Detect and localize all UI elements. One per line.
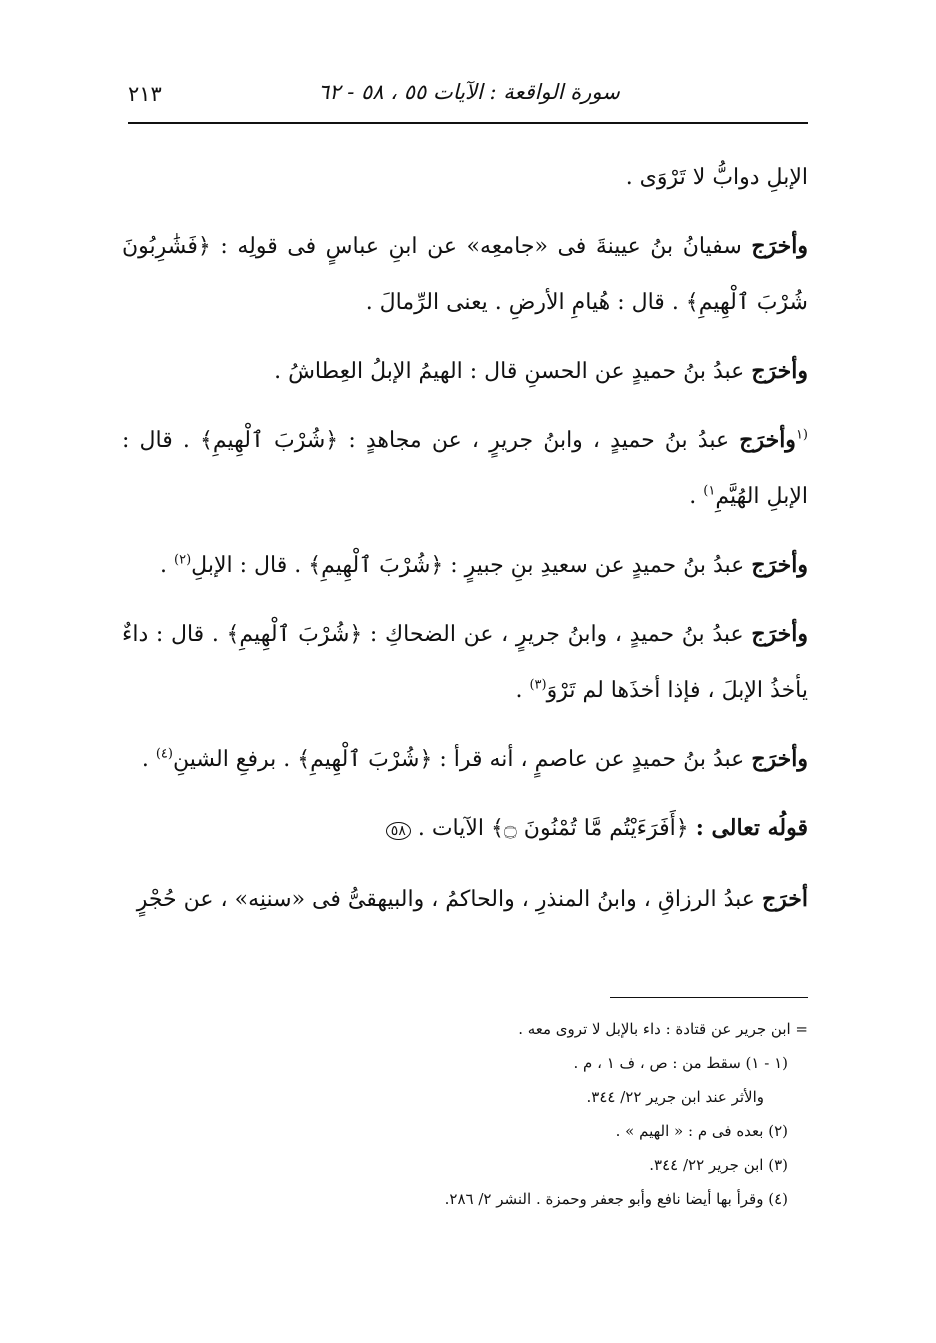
paragraph-8 bbox=[122, 871, 808, 928]
paragraph-lead: وأخرَج bbox=[739, 427, 796, 453]
paragraph-5 bbox=[122, 606, 808, 719]
paragraph-lead: وأخرَج bbox=[751, 358, 808, 384]
paragraph-7 bbox=[122, 800, 808, 859]
footnote-line: والأثر عند ابن جرير ٢٢/ ٣٤٤. bbox=[586, 1088, 764, 1106]
paragraph-lead: وأخرَج bbox=[751, 552, 808, 578]
footnote-line: = ابن جرير عن قتادة : داء بالإبل لا تروى معه . bbox=[518, 1020, 808, 1038]
footnote-marker: (٤) bbox=[155, 746, 173, 762]
page-number: ٢١٣ bbox=[128, 82, 162, 106]
paragraph-lead: وأخرَج bbox=[751, 621, 808, 647]
paragraph-text: عبدُ الرزاقِ ، وابنُ المنذرِ ، والحاكمُ ، والبيهقىُّ فى «سننِه» ، عن حُجْرٍ bbox=[136, 887, 755, 912]
paragraph-text: عبدُ بنُ حميدٍ عن سعيدِ بنِ جبيرٍ : ﴿شُرْبَ ٱلْهِيمِ﴾ . قال : الإبلِ bbox=[191, 553, 745, 578]
paragraph-0 bbox=[122, 150, 808, 206]
paragraph-lead: وأخرَج bbox=[751, 746, 808, 772]
paragraph-text: الإبلِ دوابُّ لا تَرْوَى . bbox=[625, 165, 808, 190]
paragraph-lead: وأخرَج bbox=[751, 233, 808, 259]
paragraph-text: عبدُ بنُ حميدٍ عن عاصمٍ ، أنه قرأ : ﴿شُرْبَ ٱلْهِيمِ﴾ . برفعِ الشينِ bbox=[172, 747, 745, 772]
paragraph-end: . bbox=[689, 484, 697, 509]
paragraph-6 bbox=[122, 731, 808, 788]
running-title: سورة الواقعة : الآيات ٥٥ ، ٥٨ - ٦٢ bbox=[318, 80, 620, 104]
footnote-line: (٤) وقرأ بها أيضا نافع وأبو جعفر وحمزة . النشر ٢/ ٢٨٦. bbox=[444, 1190, 788, 1208]
running-header bbox=[128, 80, 808, 114]
paragraph-text: عبدُ بنُ حميدٍ ، وابنُ جريرٍ ، عن الضحاكِ : ﴿شُرْبَ ٱلْهِيمِ﴾ . قال : داءٌ يأخذُ الإبلَ ، فإذا أخذَها لم تَرْوَ bbox=[122, 622, 808, 703]
paragraph-end: . bbox=[160, 553, 168, 578]
paragraph-4 bbox=[122, 537, 808, 594]
paragraph-text: عبدُ بنُ حميدٍ عن الحسنِ قال : الهيمُ الإبلُ العِطاشُ . bbox=[274, 359, 745, 384]
footnote-line: (١ - ١) سقط من : ص ، ف ١ ، م . bbox=[573, 1054, 788, 1072]
footnote-line: (٣) ابن جرير ٢٢/ ٣٤٤. bbox=[649, 1156, 788, 1174]
paragraph-lead: أخرَج bbox=[761, 886, 808, 912]
footnote-marker: (٢) bbox=[174, 552, 192, 568]
main-text bbox=[122, 150, 808, 940]
header-rule bbox=[128, 122, 808, 124]
footnote-marker: ١) bbox=[703, 483, 716, 499]
paragraph-2 bbox=[122, 343, 808, 400]
paragraph-3 bbox=[122, 412, 808, 525]
footnote-marker-open: (١ bbox=[795, 427, 808, 443]
paragraph-1 bbox=[122, 218, 808, 331]
footnote-line: (٢) بعده فى م : « الهيم » . bbox=[615, 1122, 788, 1140]
footnote-rule bbox=[610, 997, 808, 998]
paragraph-text: سفيانُ بنُ عيينةَ فى «جامعِه» عن ابنِ عباسٍ فى قولِه : ﴿فَشَٰرِبُونَ شُرْبَ ٱلْهِيمِ﴾ . قال : هُيامِ الأرضِ . يعنى الرِّمالَ . bbox=[122, 234, 808, 315]
paragraph-text: عبدُ بنُ حميدٍ ، وابنُ جريرٍ ، عن مجاهدٍ : ﴿شُرْبَ ٱلْهِيمِ﴾ . قال : الإبلِ الهُيَّمِ bbox=[122, 428, 808, 509]
footnote-marker: (٣) bbox=[529, 677, 547, 693]
verse-number: ٥٨ bbox=[386, 822, 411, 840]
paragraph-end: . bbox=[141, 747, 149, 772]
paragraph-text: ﴿أَفَرَءَيْتُم مَّا تُمْنُونَ ۝﴾ الآيات . bbox=[417, 816, 689, 841]
paragraph-lead: قولُه تعالى : bbox=[695, 815, 808, 841]
paragraph-end: . bbox=[515, 678, 523, 703]
footnotes bbox=[122, 1012, 808, 1216]
